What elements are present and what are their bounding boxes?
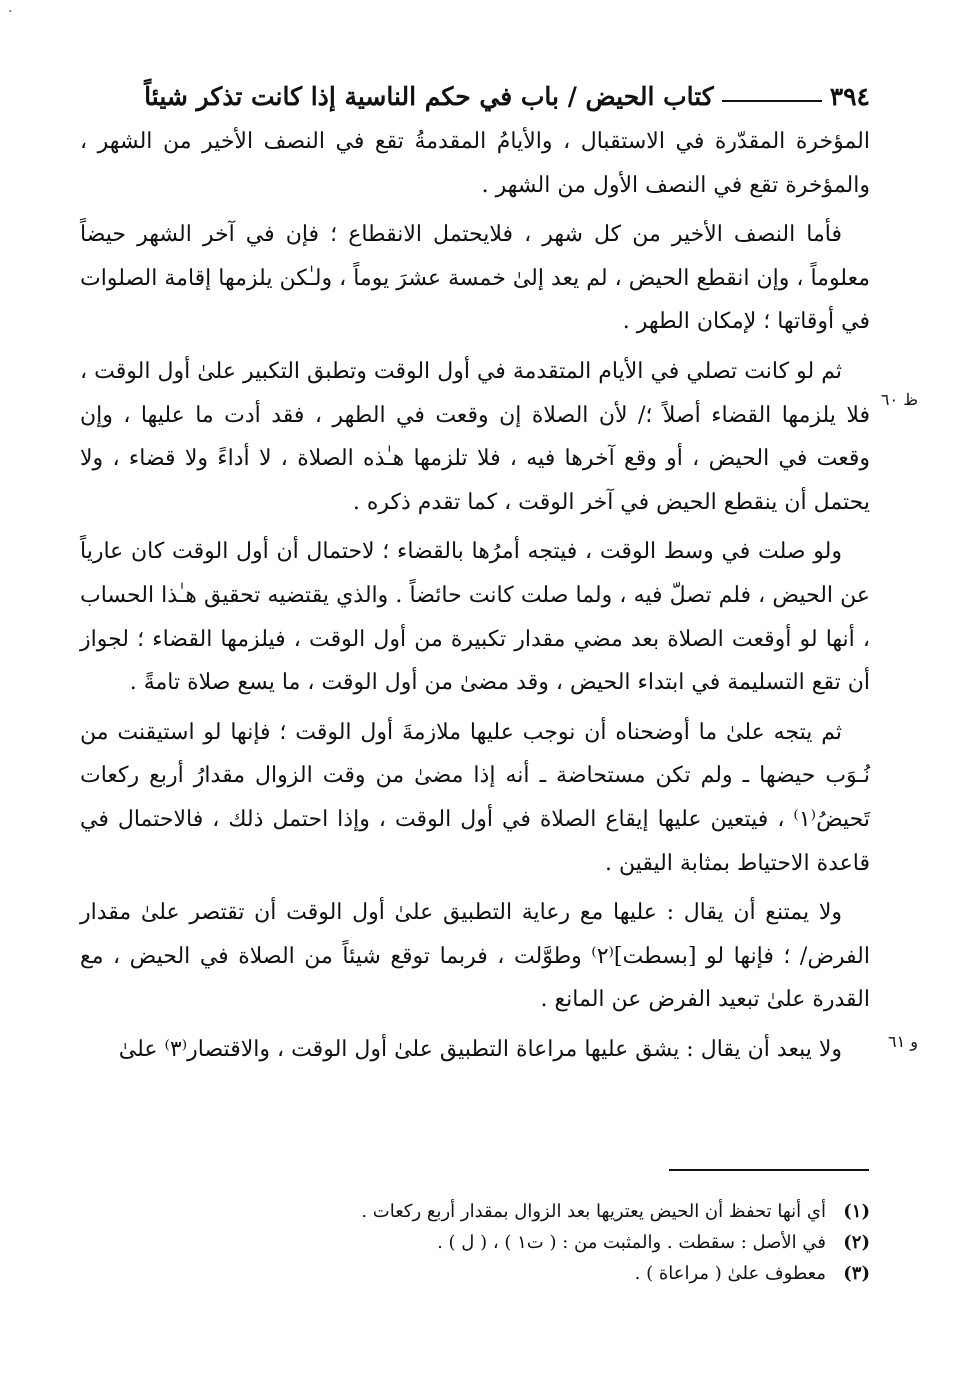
paragraph: ثم يتجه علىٰ ما أوضحناه أن نوجب عليها ملازمةَ أول الوقت ؛ فإنها لو استيقنت من نُـوَب حيضها ـ ولم تكن مستحاضة ـ أنه إذا مضىٰ من وقت الزوال مقدارُ أربع ركعات تَحيضُ⁽١⁾ ، فيتعين عليها إيقاع الصلاة في أول الوقت ، وإذا احتمل ذلك ، فالاحتمال في قاعدة الاحتياط بمثابة اليقين . — [80, 719, 870, 876]
scan-mark: · — [8, 4, 13, 20]
footnote-number: (٢) — [843, 1232, 870, 1253]
footnote-text: معطوف علىٰ ( مراعاة ) . — [634, 1263, 826, 1284]
paragraph: ولا يمتنع أن يقال : عليها مع رعاية التطبيق علىٰ أول الوقت أن تقتصر علىٰ مقدار الفرض/ ؛ فإنها لو [بسطت]⁽٢⁾ وطوَّلت ، فربما توقع شيئاً من الصلاة في الحيض ، مع القدرة علىٰ تبعيد الفرض عن المانع . — [80, 900, 870, 1013]
page-header — [80, 76, 870, 116]
paragraph: ولو صلت في وسط الوقت ، فيتجه أمرُها بالقضاء ؛ لاحتمال أن أول الوقت كان عارياً عن الحيض ، فلم تصلّ فيه ، ولما صلت كانت حائضاً . والذي يقتضيه تحقيق هـٰذا الحساب ، أنها لو أوقعت الصلاة بعد مضي مقدار تكبيرة من أول الوقت ، فيلزمها القضاء ؛ لجواز أن تقع التسليمة في ابتداء الحيض ، وقد مضىٰ من أول الوقت ، ما يسع صلاة تامةً . — [80, 539, 870, 696]
main-text — [80, 120, 870, 1077]
footnote-number: (٣) — [843, 1263, 870, 1284]
footnote — [160, 1258, 870, 1289]
footnote — [160, 1196, 870, 1227]
footnote-separator — [669, 1169, 869, 1171]
header-rule — [722, 100, 822, 102]
footnote-text: أي أنها تحفظ أن الحيض يعتريها بعد الزوال بمقدار أربع ركعات . — [361, 1201, 826, 1222]
footnote-text: في الأصل : سقطت . والمثبت من : ( ت١ ) ، ( ل ) . — [437, 1232, 826, 1253]
footnote-number: (١) — [843, 1201, 870, 1222]
manuscript-folio-note: و ٦١ — [888, 1032, 918, 1051]
page-number: ٣٩٤ — [829, 81, 870, 111]
paragraph: فأما النصف الأخير من كل شهر ، فلايحتمل الانقطاع ؛ فإن في آخر الشهر حيضاً معلوماً ، وإن انقطع الحيض ، لم يعد إلىٰ خمسة عشرَ يوماً ، ولـٰكن يلزمها إقامة الصلوات في أوقاتها ؛ لإمكان الطهر . — [80, 222, 870, 335]
running-title: كتاب الحيض / باب في حكم الناسية إذا كانت تذكر شيئاً — [144, 81, 714, 111]
manuscript-folio-note: ظ ٦٠ — [880, 390, 918, 409]
paragraph: ولا يبعد أن يقال : يشق عليها مراعاة التطبيق علىٰ أول الوقت ، والاقتصار⁽٣⁾ علىٰ — [118, 1036, 842, 1062]
footnotes — [160, 1196, 870, 1289]
paragraph: المؤخرة المقدّرة في الاستقبال ، والأيامُ المقدمةُ تقع في النصف الأخير من الشهر ، والمؤخرة تقع في النصف الأول من الشهر . — [80, 129, 870, 198]
footnote — [160, 1227, 870, 1258]
paragraph: ثم لو كانت تصلي في الأيام المتقدمة في أول الوقت وتطبق التكبير علىٰ أول الوقت ، فلا يلزمها القضاء أصلاً ؛/ لأن الصلاة إن وقعت في الطهر ، فقد أدت ما عليها ، وإن وقعت في الحيض ، أو وقع آخرها فيه ، فلا تلزمها هـٰذه الصلاة ، لا أداءً ولا قضاء ، ولا يحتمل أن ينقطع الحيض في آخر الوقت ، كما تقدم ذكره . — [80, 358, 870, 515]
